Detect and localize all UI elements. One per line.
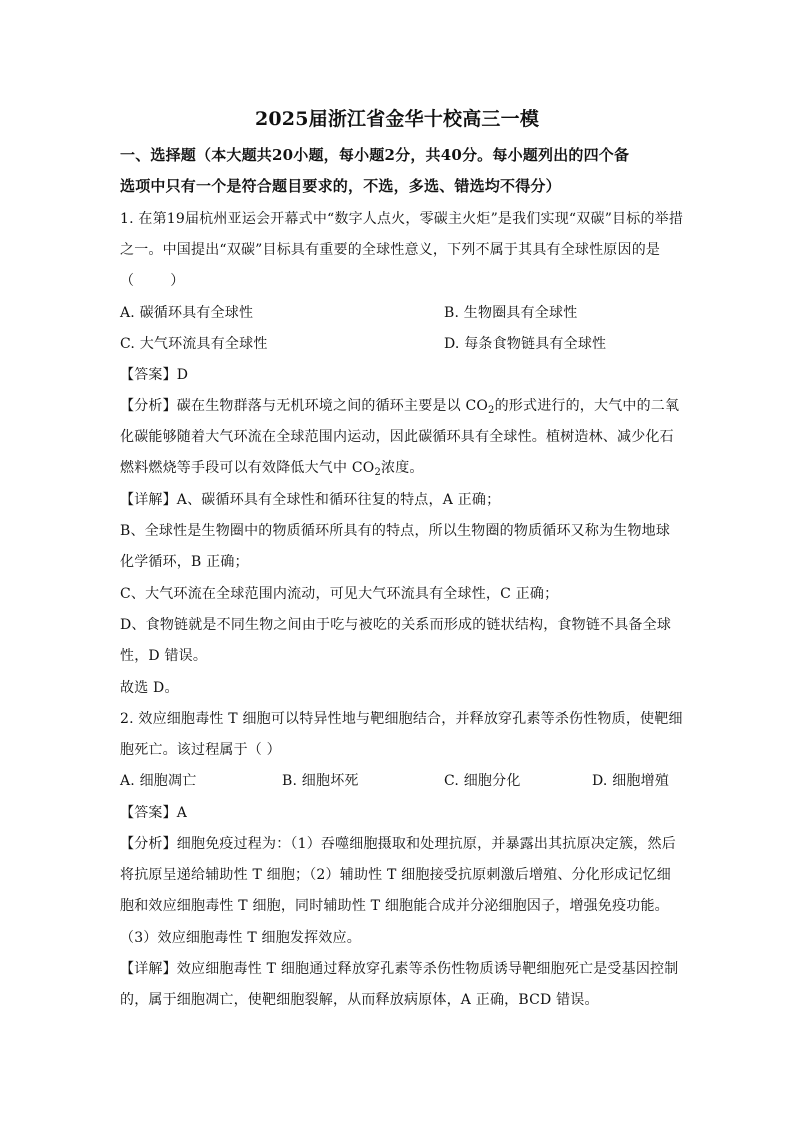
q1-answer: 【答案】D xyxy=(120,367,189,383)
q1-option-a: A. 碳循环具有全球性 xyxy=(120,305,254,321)
q1-analysis-sub-2: 2 xyxy=(374,467,382,478)
page-title: 2025届浙江省金华十校高三一模 xyxy=(254,108,540,130)
q2-analysis-line-2: 将抗原呈递给辅助性 T 细胞；（2）辅助性 T 细胞接受抗原刺激后增殖、分化形成记忆细 xyxy=(120,867,671,883)
q1-analysis-text-1b: 的形式进行的，大气中的二氧 xyxy=(494,398,680,414)
q2-option-d: D. 细胞增殖 xyxy=(592,773,670,789)
q1-stem-line-2: 之一。中国提出“双碳”目标具有重要的全球性意义，下列不属于其具有全球性原因的是 xyxy=(120,242,661,258)
q1-option-d: D. 每条食物链具有全球性 xyxy=(444,336,607,352)
q1-detail-line-7: 故选 D。 xyxy=(120,680,179,696)
q1-paren-open: （ xyxy=(120,273,135,289)
q1-analysis-line-1 xyxy=(120,395,679,415)
q2-analysis-line-4: （3）效应细胞毒性 T 细胞发挥效应。 xyxy=(120,930,361,946)
q1-option-b: B. 生物圈具有全球性 xyxy=(444,305,578,321)
q2-analysis-line-3: 胞和效应细胞毒性 T 细胞，同时辅助性 T 细胞能合成并分泌细胞因子，增强免疫功能。 xyxy=(120,898,669,914)
section-header-line-1: 一、选择题（本大题共20小题，每小题2分，共40分。每小题列出的四个备 xyxy=(120,146,630,164)
q1-detail-line-3: 化学循环，B 正确； xyxy=(120,554,249,570)
q1-detail-line-4: C、大气环流在全球范围内流动，可见大气环流具有全球性，C 正确； xyxy=(120,586,559,602)
q2-stem-line-2: 胞死亡。该过程属于（ ） xyxy=(120,742,281,758)
q1-analysis-text-1a: 【分析】碳在生物群落与无机环境之间的循环主要是以 CO xyxy=(120,398,489,414)
section-header-line-2: 选项中只有一个是符合题目要求的，不选，多选、错选均不得分） xyxy=(120,177,561,195)
q1-detail-line-6: 性，D 错误。 xyxy=(120,648,208,664)
q1-analysis-text-3b: 浓度。 xyxy=(381,460,424,476)
q2-detail-line-2: 的，属于细胞凋亡，使靶细胞裂解，从而释放病原体，A 正确，BCD 错误。 xyxy=(120,992,599,1008)
q2-analysis-line-1: 【分析】细胞免疫过程为：（1）吞噬细胞摄取和处理抗原，并暴露出其抗原决定簇，然后 xyxy=(120,836,676,852)
q2-option-c: C. 细胞分化 xyxy=(444,773,521,789)
q1-detail-line-5: D、食物链就是不同生物之间由于吃与被吃的关系而形成的链状结构，食物链不具备全球 xyxy=(120,617,672,633)
q1-analysis-text-3a: 燃料燃烧等手段可以有效降低大气中 CO xyxy=(120,460,375,476)
q1-analysis-line-3 xyxy=(120,457,424,477)
q2-answer: 【答案】A xyxy=(120,805,188,821)
q2-detail-line-1: 【详解】效应细胞毒性 T 细胞通过释放穿孔素等杀伤性物质诱导靶细胞死亡是受基因控制 xyxy=(120,961,679,977)
q1-answer-paren xyxy=(120,270,184,290)
q1-analysis-sub-1: 2 xyxy=(488,405,495,416)
q2-option-a: A. 细胞凋亡 xyxy=(120,773,197,789)
q1-detail-line-1: 【详解】A、碳循环具有全球性和循环往复的特点，A 正确； xyxy=(120,492,501,508)
q1-option-c: C. 大气环流具有全球性 xyxy=(120,336,268,352)
q2-stem-line-1: 2. 效应细胞毒性 T 细胞可以特异性地与靶细胞结合，并释放穿孔素等杀伤性物质，使靶细 xyxy=(120,711,683,727)
q1-detail-line-2: B、全球性是生物圈中的物质循环所具有的特点，所以生物圈的物质循环又称为生物地球 xyxy=(120,523,671,539)
q1-stem-line-1: 1. 在第19届杭州亚运会开幕式中“数字人点火，零碳主火炬”是我们实现“双碳”目标的举措 xyxy=(120,211,684,227)
q1-paren-close: ） xyxy=(170,273,185,289)
q1-analysis-line-2: 化碳能够随着大气环流在全球范围内运动，因此碳循环具有全球性。植树造林、减少化石 xyxy=(120,429,674,445)
q2-option-b: B. 细胞坏死 xyxy=(282,773,359,789)
